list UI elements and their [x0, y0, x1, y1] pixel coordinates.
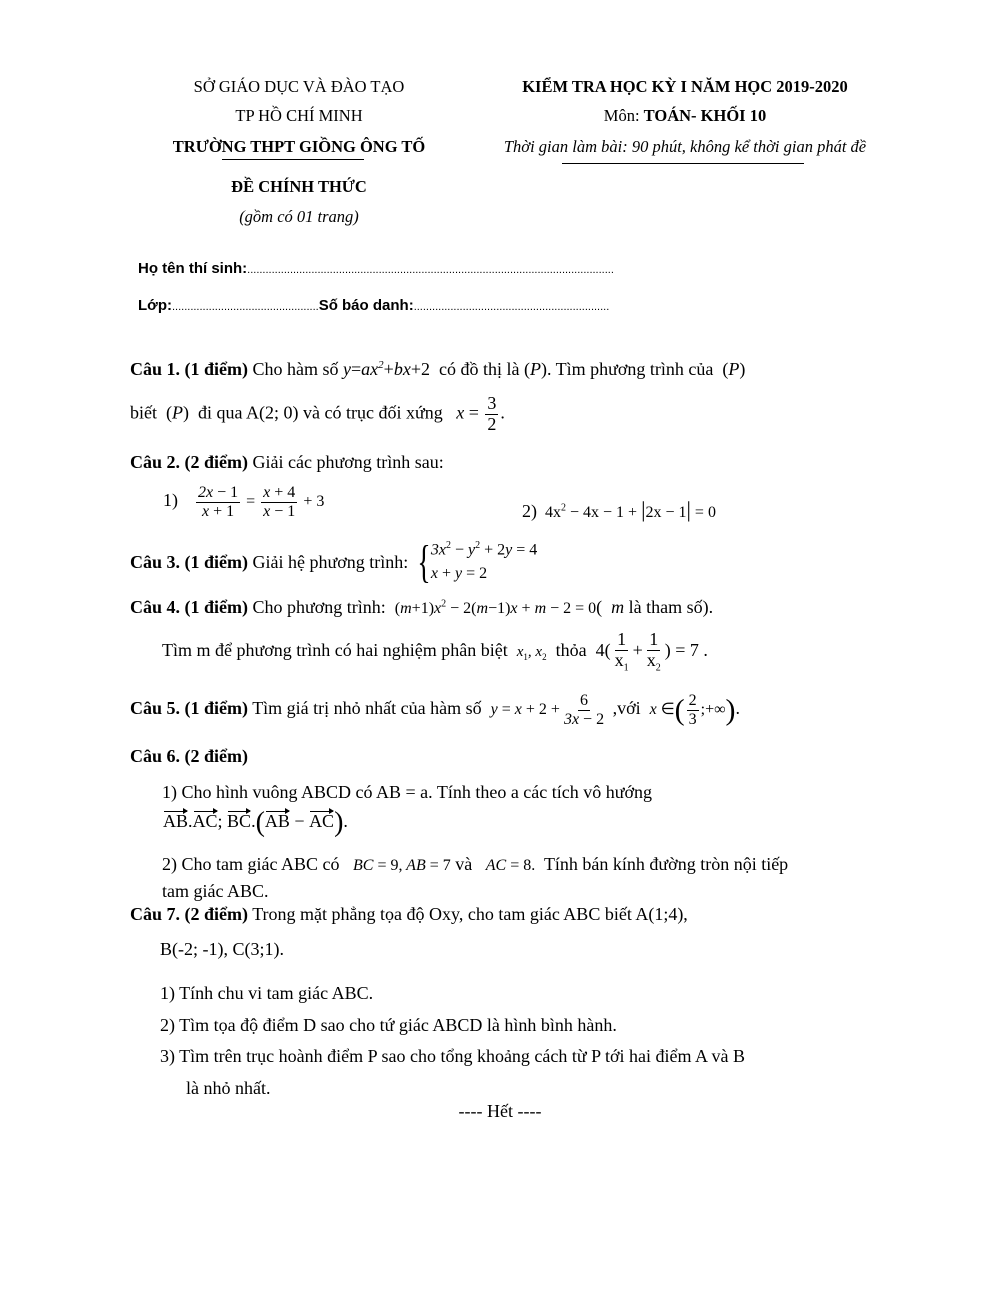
school-name: TRƯỜNG THPT GIỒNG ÔNG TỐ	[172, 137, 426, 156]
q7-text-a: Trong mặt phẳng tọa độ Oxy, cho tam giác ABC biết A(1;4),	[252, 904, 688, 924]
id-field[interactable]: ................................................................	[413, 301, 610, 313]
q6-points: (2 điểm)	[184, 746, 248, 766]
q7-item3: 3) Tìm trên trục hoành điểm P sao cho tổng khoảng cách từ P tới hai điểm A và B	[160, 1046, 746, 1066]
id-label: Số báo danh:	[318, 297, 414, 314]
q1-graph-p3: (P)	[166, 402, 189, 423]
q6-vectors: AB.AC; BC.(AB − AC).	[163, 807, 348, 838]
q1-label: Câu 1.	[130, 359, 181, 379]
q4-label: Câu 4.	[130, 597, 181, 617]
q2-item1: 1)	[163, 489, 178, 510]
subject-prefix: Môn:	[603, 106, 640, 125]
q7-item2: 2) Tìm tọa độ điểm D sao cho tứ giác ABCD là hình bình hành.	[160, 1015, 617, 1035]
header-left-line2: TP HỒ CHÍ MINH	[235, 106, 363, 125]
q5-text-a: Tìm giá trị nhỏ nhất của hàm số	[252, 697, 482, 718]
q4-text-c: Tìm m để phương trình có hai nghiệm phân biệt	[162, 639, 508, 660]
q6-line	[130, 746, 248, 767]
q1-text-e: đi qua A(2; 0) và có trục đối xứng	[198, 402, 443, 423]
q1-text-d: biết	[130, 402, 157, 423]
q7-points: (2 điểm)	[184, 904, 248, 924]
q2-item2: 2)	[522, 501, 537, 521]
q4-roots: $x_1$, $x_2$	[516, 643, 547, 662]
q6-item2-line1: 2) Cho tam giác ABC có BC = 9, AB = 7 và AC = 8. Tính bán kính đường tròn nội tiếp	[162, 854, 789, 874]
q2-points: (2 điểm)	[184, 452, 248, 472]
q7-line1	[130, 904, 688, 925]
time-line: Thời gian làm bài: 90 phút, không kể thời gian phát đề	[503, 137, 867, 156]
q1-points: (1 điểm)	[184, 359, 248, 379]
q1-line2: biết (P) đi qua A(2; 0) và có trục đối xứng x = $\frac{3}{2}$ .	[130, 393, 505, 434]
q5-label: Câu 5.	[130, 697, 181, 718]
class-label: Lớp:	[138, 297, 172, 314]
q6-item2-a: 2) Cho tam giác ABC có	[162, 854, 340, 874]
q7-label: Câu 7.	[130, 904, 181, 924]
q7-item1: 1) Tính chu vi tam giác ABC.	[160, 983, 374, 1003]
exam-title: KIỂM TRA HỌC KỲ I NĂM HỌC 2019-2020	[522, 77, 848, 96]
q6-item2-c: Tính bán kính đường tròn nội tiếp	[543, 854, 789, 874]
q1-graph-p: (P)	[523, 359, 547, 379]
q4-equation: $(m+1)x^2 - 2(m-1)x + m - 2 = 0$	[394, 598, 597, 617]
q4-text-a: Cho phương trình:	[252, 597, 386, 617]
q6-item2-b: và	[455, 854, 473, 874]
official-label: ĐỀ CHÍNH THỨC	[231, 177, 367, 196]
q3-line	[130, 538, 537, 586]
q1-text-c: . Tìm phương trình của	[546, 359, 714, 379]
q2-line	[130, 452, 444, 473]
q2-text: Giải các phương trình sau:	[252, 452, 444, 472]
q1-text-b: có đồ thị là	[438, 359, 520, 379]
q4-condition: 4( $\frac{1}{x_1}$ + $\frac{1}{x_2}$ ) = 7 .	[595, 629, 708, 674]
q5-domain: x ∈( $\frac{2}{3}$ ;+∞)	[649, 692, 736, 728]
q3-label: Câu 3.	[130, 551, 181, 572]
q4-line1: Câu 4. (1 điểm) Cho phương trình: $(m+1)x^2 - 2(m-1)x + m - 2 = 0$( m là tham số).	[130, 597, 714, 617]
subject-name: TOÁN- KHỐI 10	[643, 106, 767, 125]
end-marker: ---- Hết ----	[458, 1101, 542, 1121]
q5-text-b: ,với	[612, 697, 641, 718]
q2-label: Câu 2.	[130, 452, 181, 472]
q3-system: { $3x^2 - y^2 + 2y = 4$ x + y = 2	[417, 536, 538, 588]
q3-text: Giải hệ phương trình:	[252, 551, 409, 572]
q4-line2	[162, 630, 708, 673]
student-name-label: Họ tên thí sinh:	[138, 260, 248, 277]
q1-function: $y=ax^2+bx+2$	[343, 359, 430, 379]
q1-axis-fraction: $\frac{3}{2}$	[487, 393, 497, 434]
subject-line	[475, 106, 895, 126]
q1-graph-p2: (P)	[722, 359, 746, 379]
q5-line: Câu 5. (1 điểm) Tìm giá trị nhỏ nhất của hàm số y = x + 2 + $\frac{6}{3x - 2}$ ,với x ∈( $\frac{2}{3}$ ;+∞).	[130, 692, 741, 728]
class-field[interactable]: ................................................	[171, 301, 319, 313]
q2-eq1: 1) $\frac{2x - 1}{x + 1}$ = $\frac{x + 4}{x - 1}$ + 3	[163, 484, 325, 520]
header-left-line1: SỞ GIÁO DỤC VÀ ĐÀO TẠO	[193, 77, 405, 96]
time-underline	[562, 163, 804, 164]
school-underline	[222, 159, 364, 160]
student-class-line	[138, 297, 609, 314]
q6-label: Câu 6.	[130, 746, 181, 766]
page-count: (gồm có 01 trang)	[239, 207, 359, 226]
q4-text-d: thỏa	[555, 639, 587, 660]
q1-text-a: Cho hàm số	[252, 359, 339, 379]
q6-item1: 1) Cho hình vuông ABCD có AB = a. Tính theo a các tích vô hướng	[162, 782, 653, 802]
q4-text-b: là tham số).	[628, 597, 714, 617]
q6-item2-line2: tam giác ABC.	[162, 881, 269, 901]
q5-points: (1 điểm)	[184, 697, 248, 718]
student-name-field[interactable]: ........................................................................................................................	[247, 264, 614, 276]
q1-line1	[130, 359, 745, 380]
q2-eq2: 2) $4x^2 - 4x - 1 + |2x - 1| = 0$	[522, 497, 716, 522]
q1-axis: x =	[456, 402, 479, 423]
q4-points: (1 điểm)	[184, 597, 248, 617]
student-name-line	[138, 260, 614, 277]
q3-points: (1 điểm)	[184, 551, 248, 572]
q7-line2: B(-2; -1), C(3;1).	[160, 939, 284, 959]
q7-item3-cont: là nhỏ nhất.	[186, 1078, 271, 1098]
q5-function: y = x + 2 + $\frac{6}{3x - 2}$	[490, 692, 605, 728]
